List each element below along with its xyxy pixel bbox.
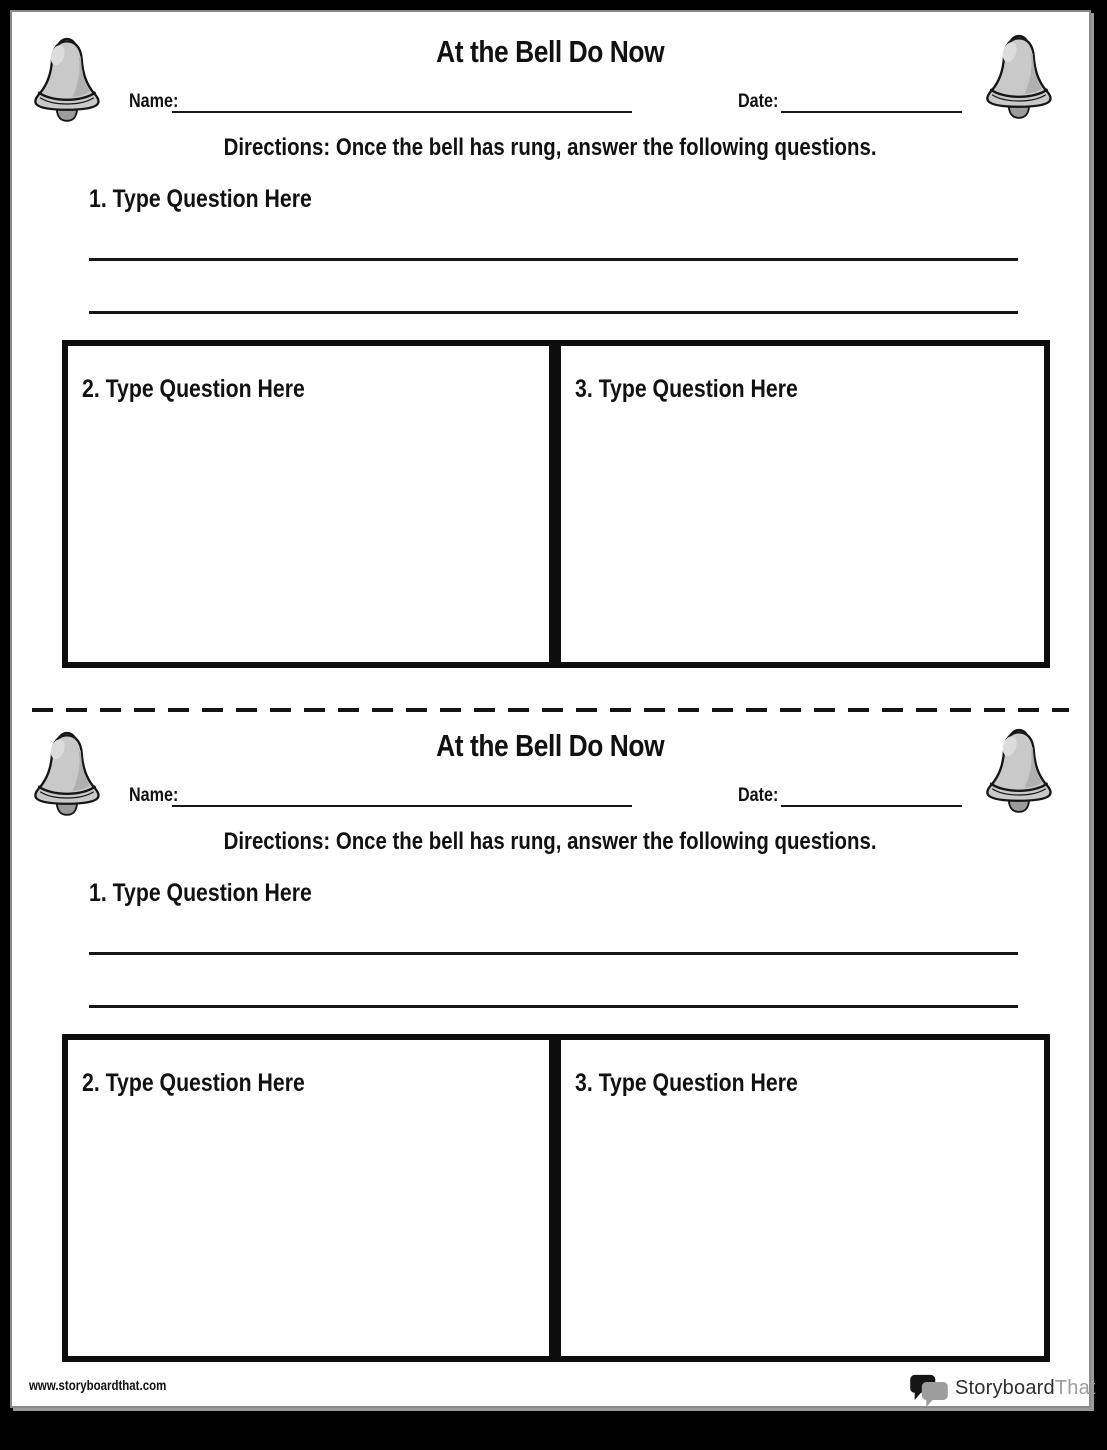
answer-line-2[interactable] bbox=[89, 311, 1018, 314]
answer-boxes-row bbox=[62, 340, 1050, 668]
worksheet-page bbox=[10, 10, 1096, 1408]
directions-text: Directions: Once the bell has rung, answer the following questions. bbox=[224, 134, 877, 161]
question-3-label: 3. Type Question Here bbox=[575, 375, 798, 403]
answer-line-1[interactable] bbox=[89, 258, 1018, 261]
storyboardthat-logo bbox=[909, 1370, 1096, 1410]
question-2-answer-box[interactable] bbox=[62, 1034, 555, 1362]
question-3-answer-box[interactable] bbox=[555, 1034, 1050, 1362]
name-label: Name: bbox=[129, 91, 179, 112]
question-3-label: 3. Type Question Here bbox=[575, 1069, 798, 1097]
logo-text: StoryboardThat bbox=[955, 1377, 1096, 1399]
name-line[interactable] bbox=[172, 111, 632, 113]
answer-line-2[interactable] bbox=[89, 1005, 1018, 1008]
worksheet-section-1 bbox=[12, 12, 1089, 672]
name-label: Name: bbox=[129, 785, 179, 806]
date-line[interactable] bbox=[781, 111, 962, 113]
question-2-label: 2. Type Question Here bbox=[82, 1069, 305, 1097]
worksheet-section-2 bbox=[12, 706, 1089, 1366]
date-label: Date: bbox=[738, 785, 779, 806]
footer-url: www.storyboardthat.com bbox=[29, 1378, 167, 1393]
speech-bubbles-icon bbox=[909, 1374, 949, 1408]
question-1-label: 1. Type Question Here bbox=[89, 879, 312, 907]
question-2-label: 2. Type Question Here bbox=[82, 375, 305, 403]
worksheet-title: At the Bell Do Now bbox=[436, 728, 665, 763]
worksheet-title: At the Bell Do Now bbox=[436, 34, 665, 69]
date-line[interactable] bbox=[781, 805, 962, 807]
date-label: Date: bbox=[738, 91, 779, 112]
question-3-answer-box[interactable] bbox=[555, 340, 1050, 668]
question-1-label: 1. Type Question Here bbox=[89, 185, 312, 213]
question-2-answer-box[interactable] bbox=[62, 340, 555, 668]
answer-boxes-row bbox=[62, 1034, 1050, 1362]
directions-text: Directions: Once the bell has rung, answer the following questions. bbox=[224, 828, 877, 855]
name-line[interactable] bbox=[172, 805, 632, 807]
answer-line-1[interactable] bbox=[89, 952, 1018, 955]
